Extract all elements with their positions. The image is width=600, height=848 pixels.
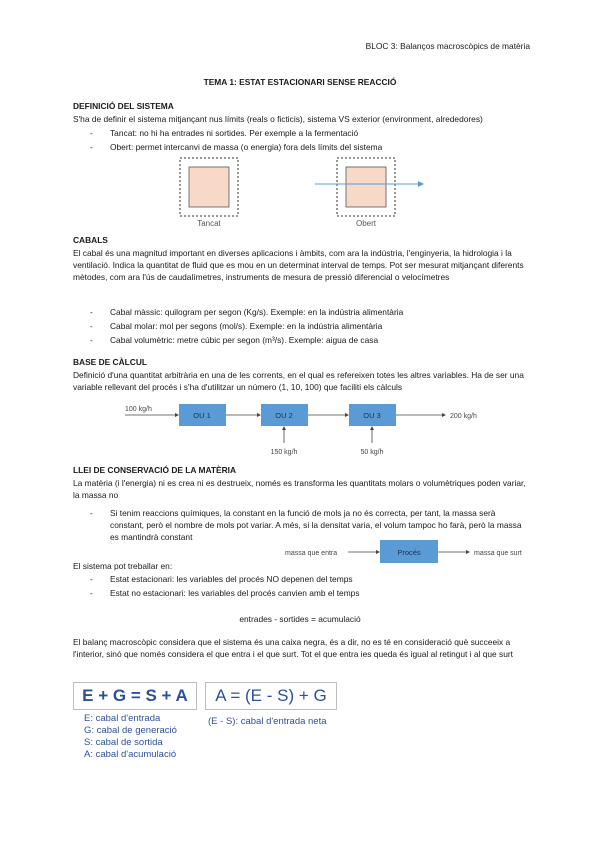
section-heading-definicio: DEFINICIÓ DEL SISTEMA — [73, 101, 174, 111]
list-item: - Cabal volumètric: metre cúbic per segon (m³/s). Exemple: aigua de casa — [90, 335, 379, 345]
list-item: - Estat estacionari: les variables del procés NO depenen del temps — [90, 574, 353, 584]
list-item: - Obert: permet intercanvi de massa (o energia) fora dels límits del sistema — [90, 142, 383, 152]
unit-label-3: OU 3 — [363, 411, 381, 420]
header-bloc: BLOC 3: Balanços macroscòpics de matèria — [365, 41, 530, 51]
treballar-text: El sistema pot treballar en: — [73, 561, 173, 571]
formula-box-2: A = (E - S) + G — [205, 682, 337, 710]
legend-item: G: cabal de generació — [84, 725, 177, 736]
system-figure — [175, 155, 425, 230]
unit-label-1: OU 1 — [193, 411, 211, 420]
formula-box-1: E + G = S + A — [73, 682, 197, 710]
process-out-label: massa que surt — [474, 550, 522, 557]
formula-legend — [84, 713, 177, 761]
list-item: - Estat no estacionari: les variables del procés canvien amb el temps — [90, 588, 360, 598]
flow-arrowhead — [418, 181, 424, 187]
definicio-intro: S'ha de definir el sistema mitjançant nus límits (reals o ficticis), sistema VS exterior (environment, alrededores) — [73, 114, 483, 124]
balanc-text: El balanç macroscòpic considera que el sistema és una caixa negra, és a dir, no es té en consideració què succeeix a l'interior, sinó que només considera el que entra i el que surt. Tot el que entra ies queda és igual al retingut i al que surt — [73, 637, 514, 660]
feed-2-label: 150 kg/h — [270, 449, 298, 456]
process-box-label: Procés — [397, 548, 421, 557]
output-flow-label: 200 kg/h — [450, 413, 477, 420]
list-item: - Cabal màssic: quilogram per segon (Kg/s). Exemple: en la indústria alimentària — [90, 307, 404, 317]
section-heading-conservacio: LLEI DE CONSERVACIÓ DE LA MATÈRIA — [73, 465, 237, 475]
section-heading-base: BASE DE CÀLCUL — [73, 357, 147, 367]
input-flow-label: 100 kg/h — [125, 406, 152, 413]
conservacio-text: La matèria (i l'energia) ni es crea ni es destrueix, només es transforma les quantitats molars o volumètriques poden variar, la massa no — [73, 478, 526, 501]
process-in-label: massa que entra — [285, 550, 338, 557]
balance-equation: entrades - sortides = acumulació — [239, 614, 361, 624]
base-text: Definició d'una quantitat arbitrària en una de les corrents, en el qual es refereixen totes les altres variables. Ha de ser una variable rellevant del procés i s'ha d'utilitzar un número (1, 10, 100) que faciliti els càlculs — [73, 370, 524, 393]
open-system-box — [346, 167, 386, 207]
label-obert: Obert — [355, 219, 377, 228]
process-diagram — [282, 538, 532, 566]
closed-system-box — [189, 167, 229, 207]
feed-3-label: 50 kg/h — [360, 449, 384, 456]
list-item: - Si tenim reaccions químiques, la constant en la funció de mols ja no és correcta, per tant, la massa serà constant, però el nombre de mols pot variar. A més, si la densitat varia, el volum tampoc ho farà, però la massa es mantindrà constant — [90, 508, 522, 543]
cabals-text: El cabal és una magnitud important en diverses aplicacions i àmbits, com ara la indústria, l'enginyeria, la hidrologia i la ventilació. Indica la quantitat de fluid que es mou en un determinat interval de temps. Pot ser mesurat mitjançant diferents mètodes, com ara l'ús de caudalímetres, instruments de mesura de pressió diferencial o velocímetres — [73, 248, 524, 283]
label-tancat: Tancat — [197, 219, 221, 228]
formula-note: (E - S): cabal d'entrada neta — [208, 716, 327, 727]
legend-item: A: cabal d'acumulació — [84, 749, 177, 760]
section-heading-cabals: CABALS — [73, 235, 108, 245]
page-title: TEMA 1: ESTAT ESTACIONARI SENSE REACCIÓ — [203, 77, 397, 87]
unit-label-2: OU 2 — [275, 411, 293, 420]
legend-item: E: cabal d'entrada — [84, 713, 161, 724]
legend-item: S: cabal de sortida — [84, 737, 163, 748]
process-chain-diagram — [120, 397, 530, 459]
list-item: - Cabal molar: mol per segons (mol/s). Exemple: en la indústria alimentària — [90, 321, 383, 331]
list-item: - Tancat: no hi ha entrades ni sortides. Per exemple a la fermentació — [90, 128, 359, 138]
